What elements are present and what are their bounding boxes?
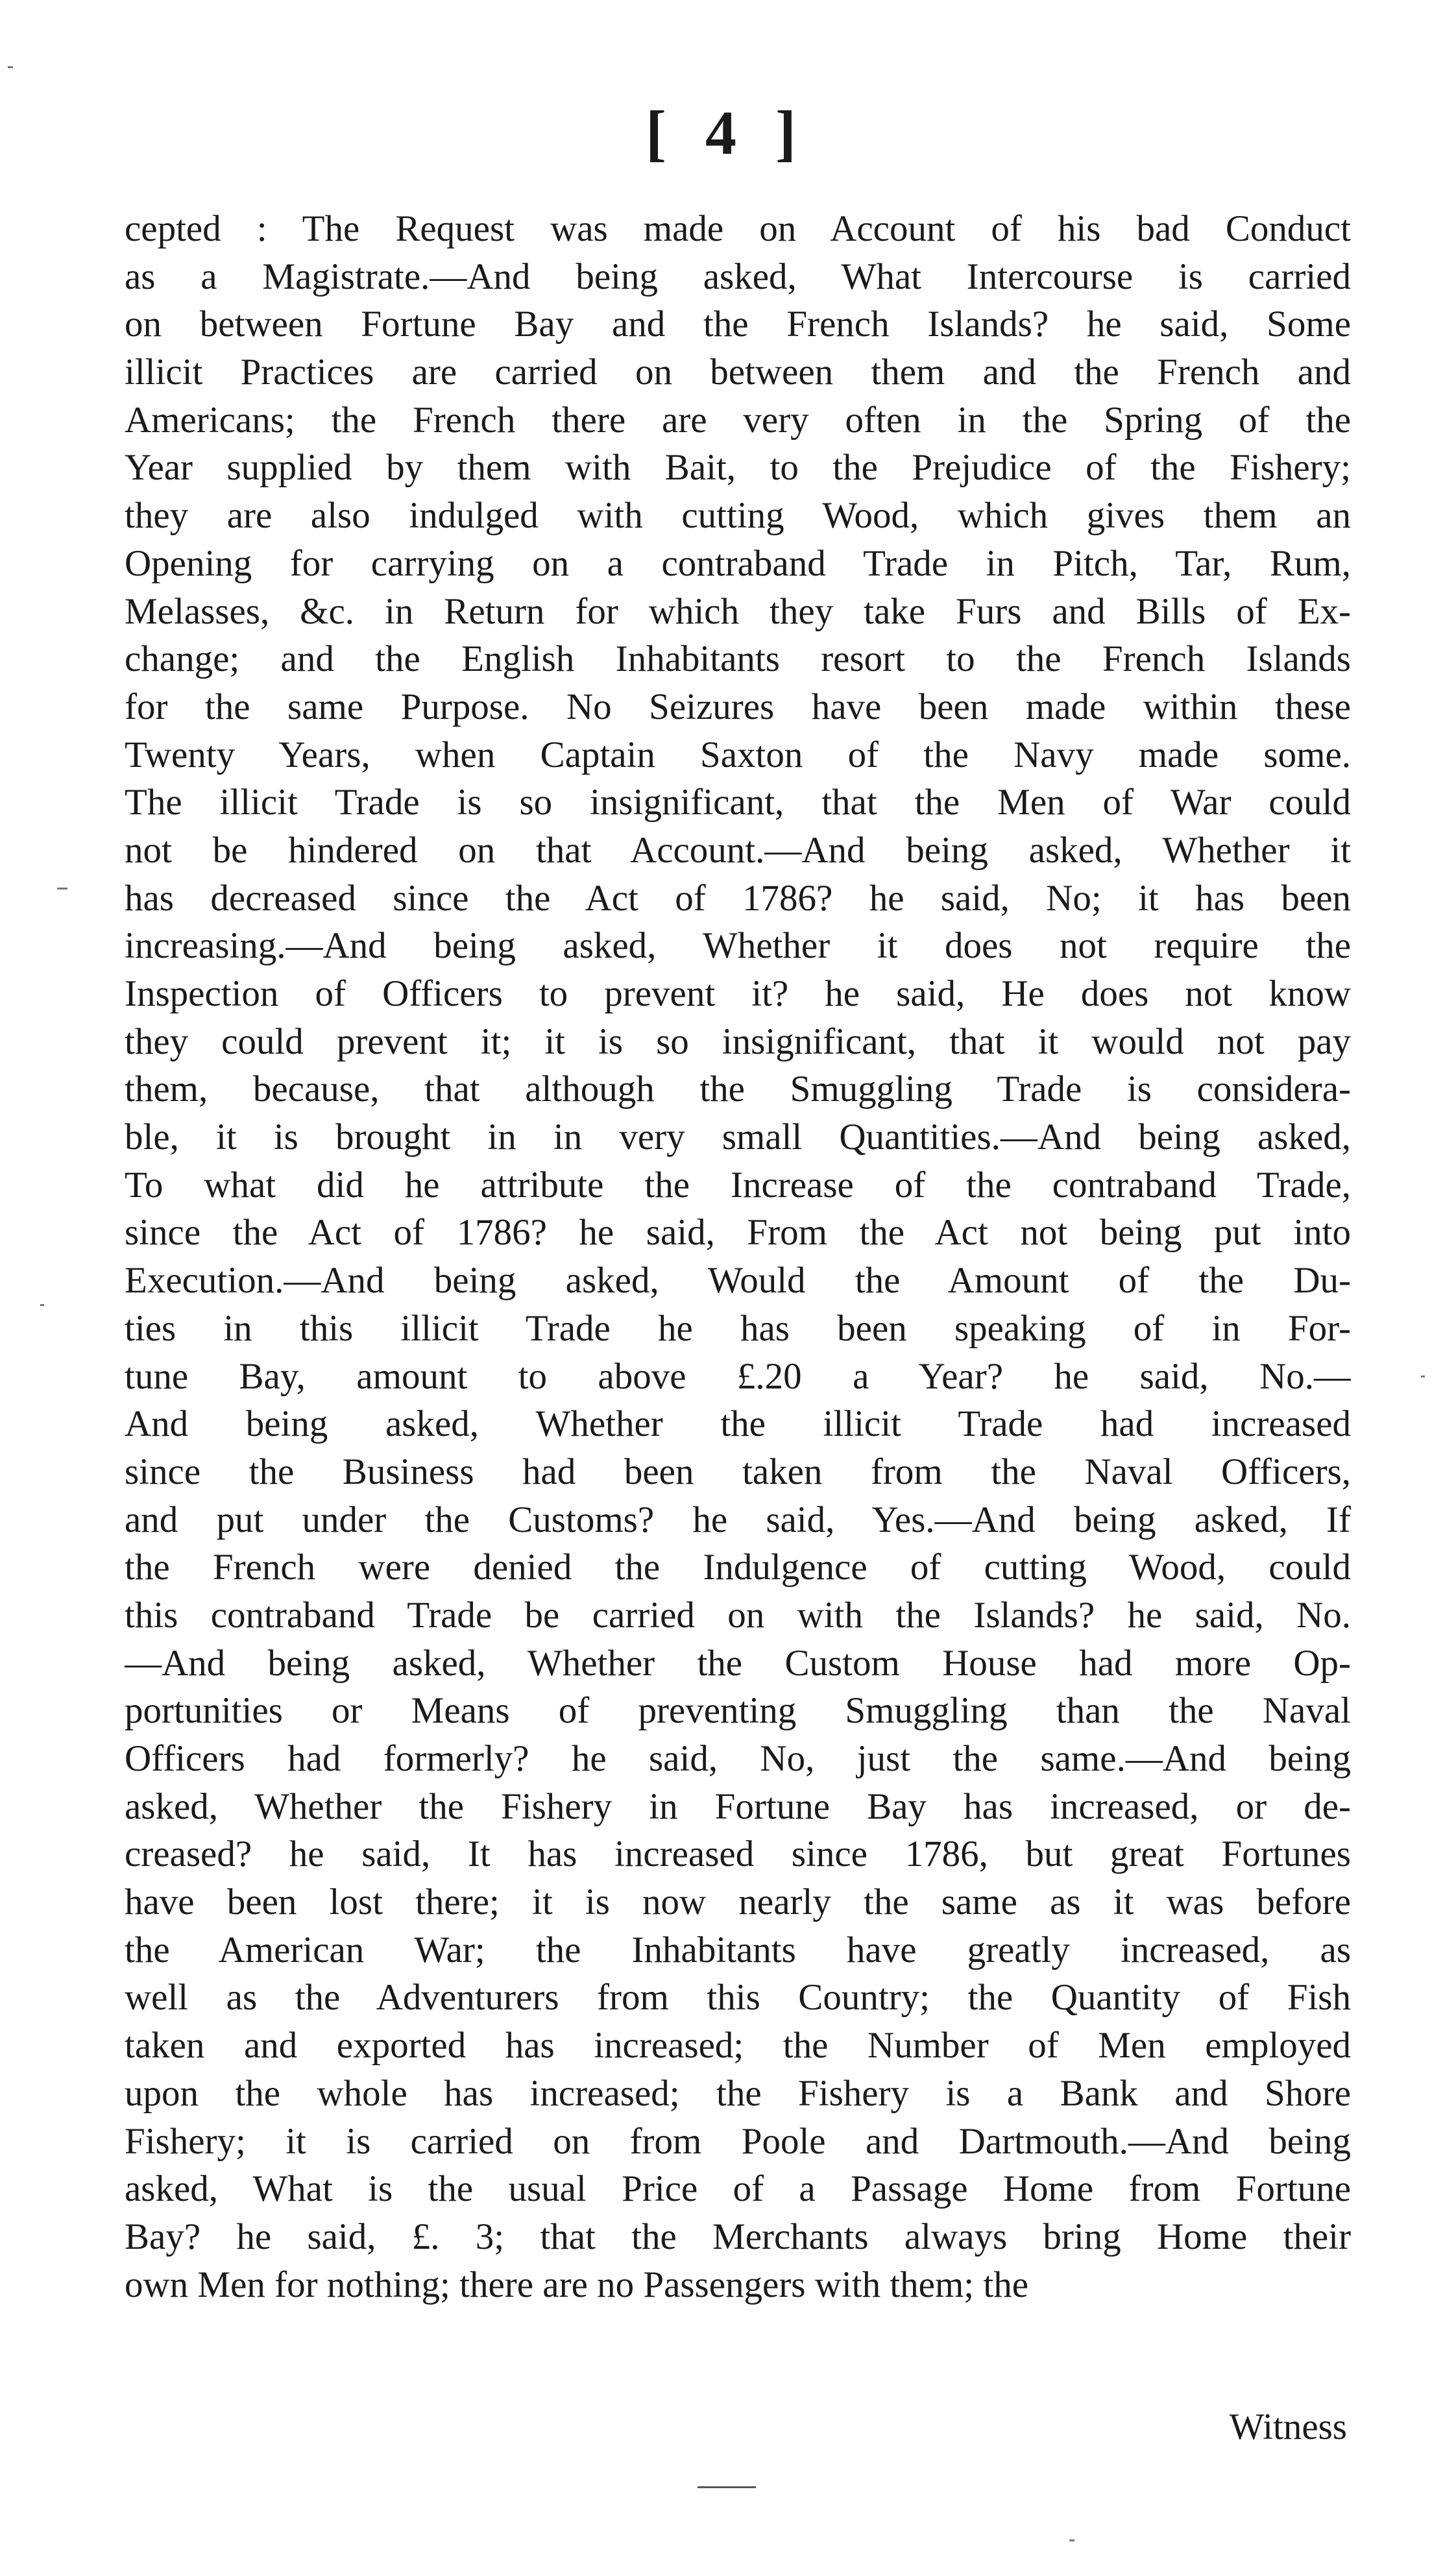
text-line: cepted : The Request was made on Account of his bad Conduct <box>125 208 1351 249</box>
text-line: The illicit Trade is so insignificant, that the Men of War could <box>125 782 1351 823</box>
text-line: ties in this illicit Trade he has been speaking of in For- <box>125 1307 1351 1349</box>
text-line: Fishery; it is carried on from Poole and Dartmouth.—And being <box>125 2120 1351 2162</box>
text-line: creased? he said, It has increased since 1786, but great Fortunes <box>125 1834 1351 1875</box>
text-line: for the same Purpose. No Seizures have been made within these <box>125 686 1351 727</box>
text-line: Bay? he said, £. 3; that the Merchants always bring Home their <box>125 2216 1351 2257</box>
text-line: Year supplied by them with Bait, to the Prejudice of the Fishery; <box>125 447 1351 489</box>
text-line: they could prevent it; it is so insignificant, that it would not pay <box>125 1021 1351 1062</box>
text-line: Officers had formerly? he said, No, just the same.—And being <box>125 1738 1351 1779</box>
text-line: And being asked, Whether the illicit Trade had increased <box>125 1403 1351 1445</box>
text-line: Americans; the French there are very often in the Spring of the <box>125 399 1351 441</box>
text-line: Execution.—And being asked, Would the Amount of the Du- <box>125 1260 1351 1302</box>
text-line: taken and exported has increased; the Number of Men employed <box>125 2025 1351 2066</box>
text-line: portunities or Means of preventing Smuggling than the Naval <box>125 1690 1351 1732</box>
left-margin-mark <box>57 888 67 890</box>
text-line: Opening for carrying on a contraband Trade in Pitch, Tar, Rum, <box>125 542 1351 584</box>
text-line: —And being asked, Whether the Custom House had more Op- <box>125 1642 1351 1684</box>
text-line: tune Bay, amount to above £.20 a Year? he said, No.— <box>125 1355 1351 1397</box>
text-line: Twenty Years, when Captain Saxton of the Navy made some. <box>125 734 1351 775</box>
text-line: since the Business had been taken from the Naval Officers, <box>125 1451 1351 1492</box>
text-line: and put under the Customs? he said, Yes.—And being asked, If <box>125 1499 1351 1540</box>
right-margin-speck <box>1421 1375 1425 1377</box>
text-line: ble, it is brought in in very small Quantities.—And being asked, <box>125 1117 1351 1158</box>
bottom-speck <box>1069 2539 1074 2541</box>
text-line: this contraband Trade be carried on with the Islands? he said, No. <box>125 1594 1351 1636</box>
page-number: [ 4 ] <box>646 98 808 167</box>
text-line: illicit Practices are carried on between them and the French and <box>125 352 1351 393</box>
footer-rule <box>698 2486 756 2488</box>
text-line: has decreased since the Act of 1786? he said, No; it has been <box>125 877 1351 919</box>
text-line: not be hindered on that Account.—And being asked, Whether it <box>125 829 1351 871</box>
text-line: asked, What is the usual Price of a Passage Home from Fortune <box>125 2168 1351 2210</box>
text-line: Melasses, &c. in Return for which they take Furs and Bills of Ex- <box>125 590 1351 632</box>
text-line: the American War; the Inhabitants have greatly increased, as <box>125 1929 1351 1970</box>
text-line: own Men for nothing; there are no Passengers with them; the <box>125 2264 1029 2305</box>
text-line: Inspection of Officers to prevent it? he said, He does not know <box>125 973 1351 1014</box>
text-line: increasing.—And being asked, Whether it does not require the <box>125 925 1351 967</box>
text-line: change; and the English Inhabitants resort to the French Islands <box>125 638 1351 680</box>
text-line: have been lost there; it is now nearly the same as it was before <box>125 1882 1351 1923</box>
text-line: well as the Adventurers from this Country; the Quantity of Fish <box>125 1977 1351 2018</box>
left-margin-speck <box>8 66 13 68</box>
text-line: To what did he attribute the Increase of the contraband Trade, <box>125 1164 1351 1205</box>
text-line: since the Act of 1786? he said, From the Act not being put into <box>125 1212 1351 1254</box>
text-line: on between Fortune Bay and the French Islands? he said, Some <box>125 304 1351 345</box>
text-line: asked, Whether the Fishery in Fortune Bay has increased, or de- <box>125 1786 1351 1827</box>
body-text <box>125 205 1351 2308</box>
text-line: the French were denied the Indulgence of cutting Wood, could <box>125 1547 1351 1588</box>
text-line: upon the whole has increased; the Fishery is a Bank and Shore <box>125 2072 1351 2114</box>
text-line: them, because, that although the Smuggling Trade is considera- <box>125 1069 1351 1110</box>
catchword: Witness <box>1229 2406 1347 2447</box>
text-line: they are also indulged with cutting Wood, which gives them an <box>125 495 1351 537</box>
text-line: as a Magistrate.—And being asked, What Intercourse is carried <box>125 256 1351 297</box>
left-margin-speck <box>40 1304 44 1306</box>
